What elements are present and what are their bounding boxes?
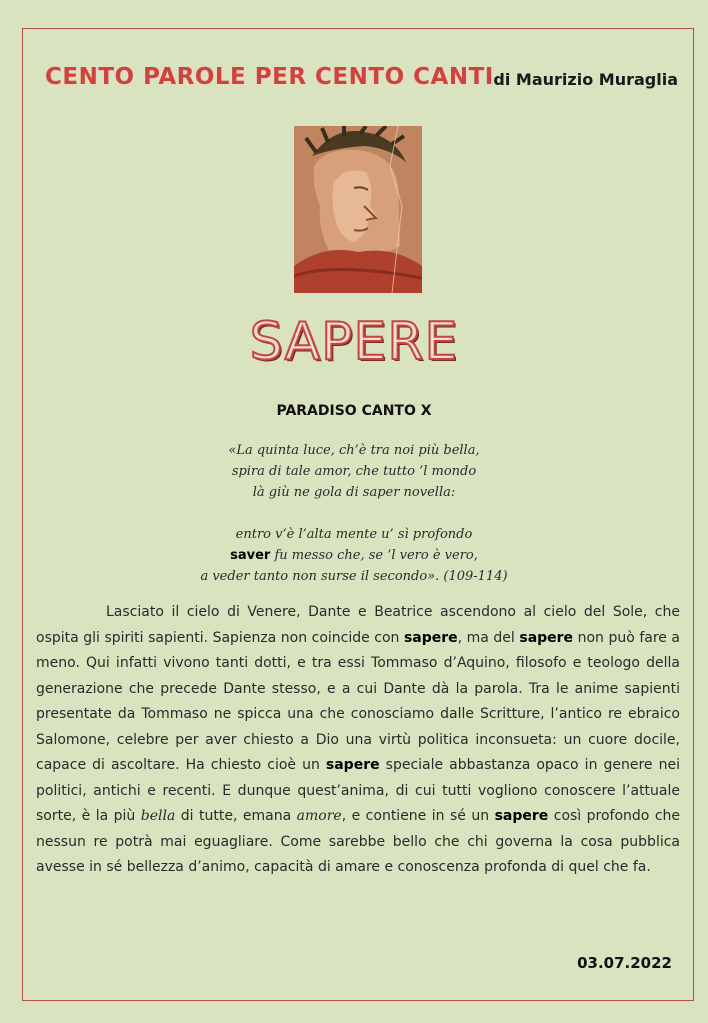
dante-portrait-icon [294, 126, 422, 293]
canto-label: PARADISO CANTO X [276, 403, 432, 419]
body-text-span: speciale abbastanza opaco in genere nei politici, antichi e recenti. E dunque quest’anima, di cui tutti vogliono conoscere l’attuale sorte, è la più [36, 757, 680, 824]
body-paragraph [36, 600, 680, 881]
date: 03.07.2022 [577, 954, 672, 972]
verse-line: «La quinta luce, ch’è tra noi più bella, [228, 443, 480, 458]
keyword: sapere [494, 808, 549, 824]
verse-line: là giù ne gola di saper novella: [252, 485, 456, 500]
keyword: sapere [519, 629, 574, 646]
verse-keyword: saver [230, 548, 271, 563]
verse-line: spira di tale amor, che tutto ’l mondo [231, 464, 477, 479]
body-text-span: di tutte, emana [175, 808, 297, 824]
keyword: sapere [325, 757, 380, 773]
body-text-span: Lasciato il cielo di Venere, Dante e Beatrice ascendono al cielo del Sole, che ospita gli spiriti sapienti. Sapienza non coincide con [36, 604, 680, 646]
keyword: sapere [403, 629, 458, 646]
verse-line-rest: fu messo che, se ’l vero è vero, [270, 548, 478, 563]
page-title: SAPERE [249, 312, 459, 372]
verse-line: entro v’è l’alta mente u’ sì profondo [235, 527, 473, 542]
body-text-span: , e contiene in sé un [341, 808, 495, 824]
body-text-span: , ma del [457, 629, 520, 646]
series-title: CENTO PAROLE PER CENTO CANTI [45, 64, 494, 90]
author-name: di Maurizio Muraglia [493, 70, 678, 89]
verse-line [0, 545, 708, 566]
verse-quote [0, 440, 708, 587]
italic-word: amore [296, 808, 342, 824]
body-text-span: non può fare a meno. Qui infatti vivono tanti dotti, e tra essi Tommaso d’Aquino, filosofo e teologo della generazione che precede Dante stesso, e a cui Dante dà la parola. Tra le anime sapienti presentate da Tommaso ne spicca una che conosciamo dalle Scritture, l’antico re ebraico Salomone, celebre per aver chiesto a Dio una virtù politica inconsueta: un cuore docile, capace di ascoltare. Ha chiesto cioè un [36, 629, 681, 773]
header [0, 64, 708, 100]
verse-line: a veder tanto non surse il secondo». (109-114) [200, 569, 508, 584]
body-text-span: così profondo che nessun re potrà mai eguagliare. Come sarebbe bello che chi governa la cosa pubblica avesse in sé bellezza d’animo, capacità di amare e conoscenza profonda di quel che fa. [36, 808, 681, 875]
italic-word: bella [140, 808, 176, 824]
